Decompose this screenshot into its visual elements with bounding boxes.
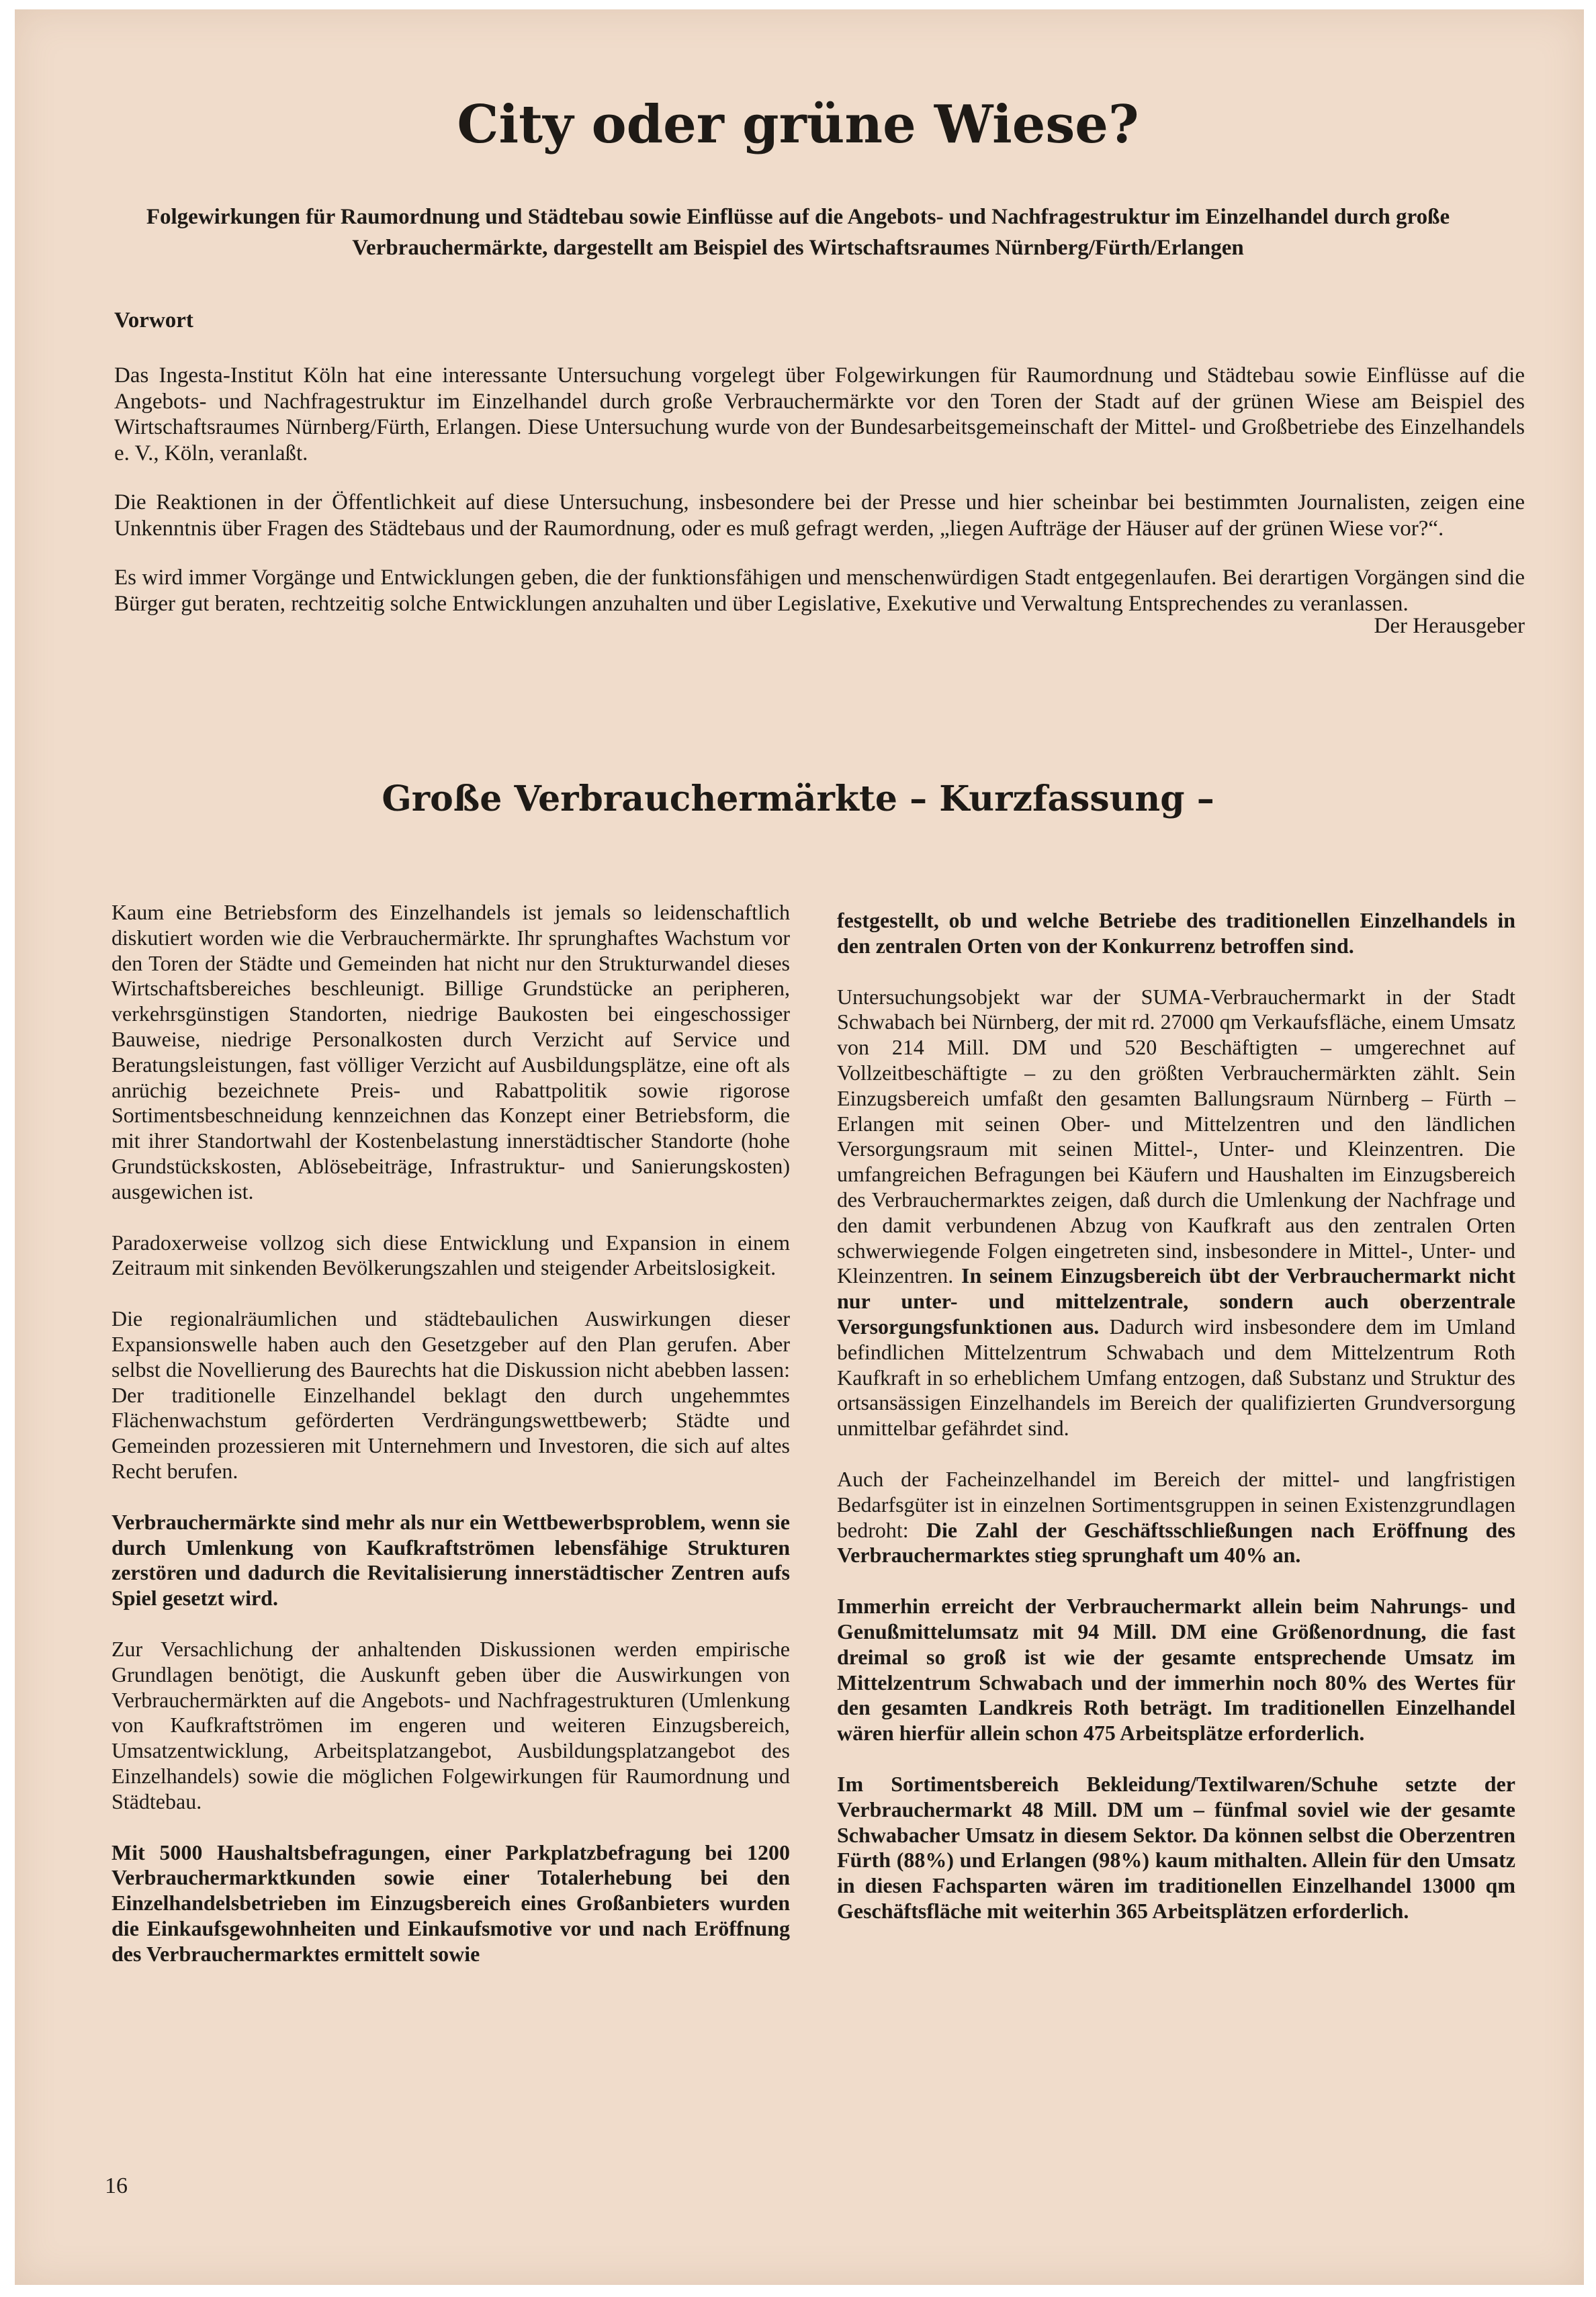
left-paragraph-5: Zur Versachlichung der anhaltenden Diskussionen werden empirische Grundlagen benötigt, die Auskunft geben über die Auswirkungen von Verbrauchermärkten auf die Angebots- und Nachfragestrukturen (Umlenkung von Kaufkraftströmen im engeren und weiteren Einzugsbereich, Umsatzentwicklung, Arbeitsplatzangebot, Ausbildungsplatzangebot des Einzelhandels) sowie die möglichen Folgewirkungen für Raumordnung und Städtebau. xyxy=(112,1636,790,1813)
right-column xyxy=(837,908,1515,1950)
right-paragraph-3-text: Auch der Facheinzelhandel im Bereich der mittel- und langfristigen Bedarfsgüter ist in einzelnen Sortimentsgruppen in seinen Existenzgrundlagen bedroht: xyxy=(837,1466,1515,1542)
foreword-heading: Vorwort xyxy=(114,308,193,332)
right-paragraph-2-bold: In seinem Einzugsbereich übt der Verbrauchermarkt nicht nur unter- und mittelzentrale, sondern auch oberzentrale Versorgungsfunktionen aus. xyxy=(837,1263,1515,1339)
right-paragraph-2 xyxy=(837,985,1515,1441)
right-paragraph-1: festgestellt, ob und welche Betriebe des traditionellen Einzelhandels in den zentralen Orten von der Konkurrenz betroffen sind. xyxy=(837,908,1515,958)
right-paragraph-3 xyxy=(837,1467,1515,1568)
section-heading-subtitle: – Kurzfassung – xyxy=(910,778,1214,819)
foreword xyxy=(114,304,1525,639)
foreword-paragraph-3: Es wird immer Vorgänge und Entwicklungen geben, die der funktionsfähigen und menschenwürdigen Stadt entgegenlaufen. Bei derartigen Vorgängen sind die Bürger gut beraten, rechtzeitig solche Entwicklungen anzuhalten und über Legislative, Exekutive und Verwaltung Entsprechendes zu veranlassen. xyxy=(114,566,1525,616)
left-paragraph-4: Verbrauchermärkte sind mehr als nur ein Wettbewerbsproblem, wenn sie durch Umlenkung von Kaufkraftströmen lebensfähige Strukturen zerstören und dadurch die Revitalisierung innerstädtischer Zentren aufs Spiel gesetzt wird. xyxy=(112,1509,790,1611)
page-title: City oder grüne Wiese? xyxy=(457,94,1139,155)
subtitle: Folgewirkungen für Raumordnung und Städtebau sowie Einflüsse auf die Angebots- und Nachfragestruktur im Einzelhandel durch große Verbrauchermärkte, dargestellt am Beispiel des Wirtschaftsraumes Nürnberg/Fürth/Erlangen xyxy=(146,205,1450,260)
page-number: 16 xyxy=(105,2173,128,2198)
left-column xyxy=(112,900,790,1992)
left-paragraph-1: Kaum eine Betriebsform des Einzelhandels ist jemals so leidenschaftlich diskutiert worden wie die Verbrauchermärkte. Ihr sprunghaftes Wachstum vor den Toren der Städte und Gemeinden hat nicht nur den Strukturwandel dieses Wirtschaftsbereiches beschleunigt. Billige Grundstücke an peripheren, verkehrsgünstigen Standorten, niedrige Baukosten bei eingeschossiger Bauweise, niedrige Personalkosten durch Verzicht auf Service und Beratungsleistungen, fast völliger Verzicht auf Ausbildungsplätze, eine oft als anrüchig bezeichnete Preis- und Rabattpolitik sowie rigorose Sortimentsbeschneidung kennzeichnen das Konzept einer Betriebsform, die mit ihrer Standortwahl der Kostenbelastung innerstädtischer Standorte (hohe Grundstückskosten, Ablösebeiträge, Infrastruktur- und Sanierungskosten) ausgewichen ist. xyxy=(112,900,790,1204)
foreword-signature: Der Herausgeber xyxy=(1374,614,1525,638)
section-heading-bold: Große Verbrauchermärkte xyxy=(382,778,897,819)
left-paragraph-2: Paradoxerweise vollzog sich diese Entwicklung und Expansion in einem Zeitraum mit sinkenden Bevölkerungszahlen und steigender Arbeitslosigkeit. xyxy=(112,1230,790,1280)
foreword-paragraph-1: Das Ingesta-Institut Köln hat eine interessante Untersuchung vorgelegt über Folgewirkungen für Raumordnung und Städtebau sowie Einflüsse auf die Angebots- und Nachfragestruktur im Einzelhandel durch große Verbrauchermärkte vor den Toren der Stadt auf der grünen Wiese am Beispiel des Wirtschaftsraumes Nürnberg/Fürth, Erlangen. Diese Untersuchung wurde von der Bundesarbeitsgemeinschaft der Mittel- und Großbetriebe des Einzelhandels e. V., Köln, veranlaßt. xyxy=(114,363,1525,465)
right-paragraph-2-text-c: Dadurch wird insbesondere dem im Umland befindlichen Mittelzentrum Schwabach und dem Mittelzentrum Roth Kaufkraft in so erheblichem Umfang entzogen, daß Substanz und Struktur des ortsansässigen Einzelhandels im Bereich der qualifizierten Grundversorgung unmittelbar gefährdet sind. xyxy=(837,1314,1516,1441)
foreword-paragraph-2: Die Reaktionen in der Öffentlichkeit auf diese Untersuchung, insbesondere bei der Presse und hier scheinbar bei bestimmten Journalisten, zeigen eine Unkenntnis über Fragen des Städtebaus und der Raumordnung, oder es muß gefragt werden, „liegen Aufträge der Häuser auf der grünen Wiese vor?“. xyxy=(114,490,1525,541)
right-paragraph-2-text-a: Untersuchungsobjekt war der SUMA-Verbrauchermarkt in der Stadt Schwabach bei Nürnberg, der mit rd. 27000 qm Verkaufsfläche, einem Umsatz von 214 Mill. DM und 520 Beschäftigten – umgerechnet auf Vollzeitbeschäftigte – zu den größten Verbrauchermärkten zählt. Sein Einzugsbereich umfaßt den gesamten Ballungsraum Nürnberg – Fürth – Erlangen mit seinen Ober- und Mittelzentren und den ländlichen Versorgungsraum mit seinen Mittel-, Unter- und Kleinzentren. Die umfangreichen Befragungen bei Käufern und Haushalten im Einzugsbereich des Verbrauchermarktes zeigen, daß durch die Umlenkung der Nachfrage und den damit verbundenen Abzug von Kaufkraft aus den zentralen Orten schwerwiegende Folgen eingetreten sind, insbesondere in Mittel-, Unter- und Kleinzentren. xyxy=(837,984,1515,1288)
section-heading xyxy=(0,772,1596,826)
right-paragraph-4: Immerhin erreicht der Verbrauchermarkt allein beim Nahrungs- und Genußmittelumsatz mit 94 Mill. DM eine Größenordnung, die fast dreimal so groß ist wie der gesamte entsprechende Umsatz im Mittelzentrum Schwabach und der immerhin noch 80% des Wertes für den gesamten Landkreis Roth beträgt. Im traditionellen Einzelhandel wären hierfür allein schon 475 Arbeitsplätze erforderlich. xyxy=(837,1594,1515,1746)
right-paragraph-3-bold: Die Zahl der Geschäftsschließungen nach Eröffnung des Verbrauchermarktes stieg sprunghaft um 40% an. xyxy=(837,1517,1515,1568)
left-paragraph-6: Mit 5000 Haushaltsbefragungen, einer Parkplatzbefragung bei 1200 Verbrauchermarktkunden sowie einer Totalerhebung bei den Einzelhandelsbetrieben im Einzugsbereich eines Großanbieters wurden die Einkaufsgewohnheiten und Einkaufsmotive vor und nach Eröffnung des Verbrauchermarktes ermittelt sowie xyxy=(112,1840,790,1966)
right-paragraph-5: Im Sortimentsbereich Bekleidung/Textilwaren/Schuhe setzte der Verbrauchermarkt 48 Mill. DM um – fünfmal soviel wie der gesamte Schwabacher Umsatz in diesem Sektor. Da können selbst die Oberzentren Fürth (88%) und Erlangen (98%) kaum mithalten. Allein für den Umsatz in diesen Fachsparten wären im traditionellen Einzelhandel 13000 qm Geschäftsfläche mit weiterhin 365 Arbeitsplätzen erforderlich. xyxy=(837,1771,1515,1923)
left-paragraph-3: Die regionalräumlichen und städtebaulichen Auswirkungen dieser Expansionswelle haben auch den Gesetzgeber auf den Plan gerufen. Aber selbst die Novellierung des Baurechts hat die Diskussion nicht abebben lassen: Der traditionelle Einzelhandel beklagt den durch ungehemmtes Flächenwachstum geförderten Verdrängungswettbewerb; Städte und Gemeinden prozessieren mit Unternehmern und Investoren, die sich auf altes Recht berufen. xyxy=(112,1306,790,1483)
